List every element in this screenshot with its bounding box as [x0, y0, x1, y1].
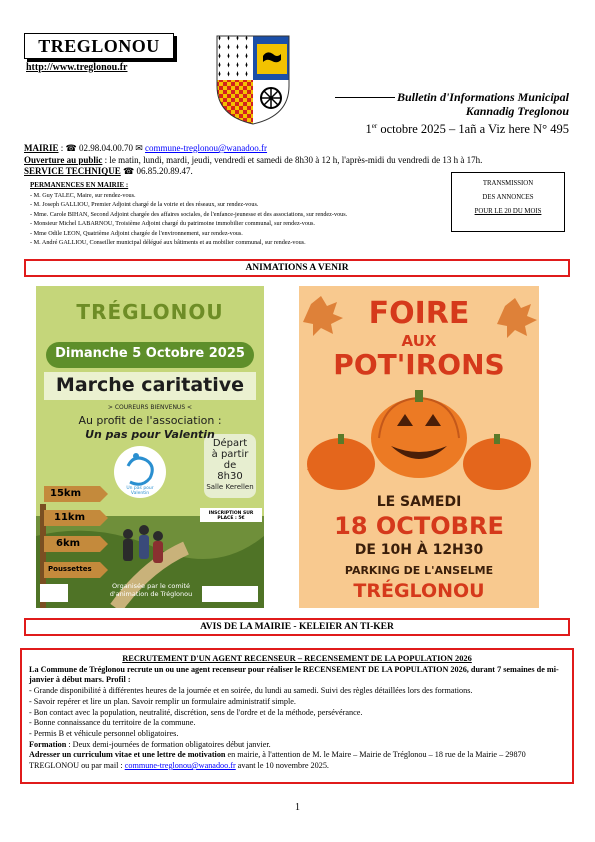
depart-place: Salle Kerellen: [206, 483, 254, 491]
foire-title: FOIRE: [368, 296, 470, 331]
depart-sub: à partir de: [211, 449, 249, 471]
adresser-label: Adresser un curriculum vitae et une lettre de motivation: [29, 750, 226, 760]
poster-depart: [204, 438, 256, 493]
list-item: - M. Guy TALEC, Maire, sur rendez-vous.: [30, 191, 136, 199]
section-avis: [24, 618, 570, 636]
permanences-list: [30, 181, 450, 248]
mairie-label: MAIRIE: [24, 143, 59, 153]
permanences-title: PERMANENCES EN MAIRIE :: [30, 181, 129, 189]
town-crest: [215, 34, 291, 126]
poster-marche-caritative: [36, 286, 264, 608]
service-phone: ☎ 06.85.20.89.47.: [120, 166, 193, 176]
poster-inscription: INSCRIPTION SUR PLACE : 5€: [208, 511, 254, 521]
depart-label: Départ: [212, 438, 248, 449]
transmission-deadline: POUR LE 20 DU MOIS: [474, 208, 542, 215]
organiser-line: Organisée par le comité: [111, 582, 191, 590]
list-item: - Permis B et véhicule personnel obligatoires.: [29, 728, 179, 738]
transmission-line: TRANSMISSION: [482, 180, 534, 187]
foire-title-aux: AUX: [401, 332, 437, 350]
distance-6km: 6km: [56, 538, 81, 549]
foire-day: LE SAMEDI: [376, 494, 462, 510]
foire-place: PARKING DE L'ANSELME: [344, 564, 494, 577]
list-item: - M. Joseph GALLIOU, Premier Adjoint chargé de la voirie et des réseaux, sur rendez-vous.: [30, 201, 259, 208]
mairie-phone: : ☎ 02.98.04.00.70 ✉: [58, 143, 146, 153]
distance-11km: 11km: [54, 512, 85, 523]
depart-time: 8h30: [217, 471, 243, 482]
website-url[interactable]: http://www.treglonou.fr: [26, 62, 128, 73]
list-item: - Grande disponibilité à différentes heures de la journée et en soirée, du lundi au samedi. Suivi des règles détaillées lors des formations.: [29, 686, 473, 696]
list-item: - Monsieur Michel LABARNOU, Troisième Adjoint chargé du patrimoine immobilier communal, sur rendez-vous.: [30, 220, 315, 227]
issue-sup: er: [371, 122, 378, 130]
ouverture-label: Ouverture au public: [24, 154, 103, 165]
list-item: - Bon contact avec la population, neutralité, discrétion, sens de l'ordre et de la méthode, persévérance.: [29, 707, 363, 717]
recruit-intro: La Commune de Tréglonou recrute un ou une agent recenseur pour réaliser le RECENSEMENT DE LA POPULATION 2026, durant 7 semaines de mi-janvier à début mars. Profil :: [29, 664, 559, 685]
association-logo-text: Un pas pour Valentin: [126, 486, 154, 496]
poster-organiser: [76, 582, 226, 598]
formation-label: Formation: [29, 739, 67, 749]
poster-title: Marche caritative: [55, 374, 245, 396]
bulletin-subtitle: Kannadig Treglonou: [465, 104, 569, 118]
heading-rule: [335, 97, 395, 98]
foire-hours: DE 10H À 12H30: [354, 542, 484, 558]
issue-date: [365, 122, 569, 137]
title-text: TREGLONOU: [38, 35, 160, 56]
distance-poussettes: Poussettes: [48, 565, 92, 573]
foire-town: TRÉGLONOU: [353, 580, 485, 602]
poster-foire-potirons: [299, 286, 539, 608]
list-item: - Bonne connaissance du territoire de la commune.: [29, 718, 196, 728]
list-item: - M. André GALLIOU, Conseiller municipal délégué aux bâtiments et au mobilier communal, sur rendez-vous.: [30, 239, 306, 246]
issue-day: 1: [365, 122, 372, 137]
adresser-deadline: avant le 10 novembre 2025.: [235, 761, 329, 771]
section-title: ANIMATIONS A VENIR: [245, 263, 349, 273]
list-item: - Mme Odile LEON, Quatrième Adjoint chargée de l'environnement, sur rendez-vous.: [30, 229, 243, 237]
poster-date: Dimanche 5 Octobre 2025: [55, 346, 245, 361]
service-label: SERVICE TECHNIQUE: [24, 166, 121, 176]
list-item: - Savoir repérer et lire un plan. Savoir remplir un formulaire administratif simple.: [29, 696, 296, 706]
bulletin-title: Bulletin d'Informations Municipal: [396, 90, 569, 104]
page-number: 1: [295, 802, 300, 813]
ouverture-text: : le matin, lundi, mardi, jeudi, vendredi et samedi de 8h30 à 12 h, l'après-midi du vendredi de 13 h à 17h.: [102, 154, 483, 165]
issue-rest: octobre 2025 – 1añ a Viz here N° 495: [377, 122, 569, 137]
bulletin-heading: [335, 90, 569, 118]
transmission-box: [451, 172, 565, 232]
section-title: AVIS DE LA MAIRIE - KELEIER AN TI-KER: [200, 622, 394, 632]
organiser-line: d'animation de Tréglonou: [109, 590, 193, 598]
transmission-line: DES ANNONCES: [482, 194, 534, 201]
recruit-title: RECRUTEMENT D'UN AGENT RECENSEUR – RECENSEMENT DE LA POPULATION 2026: [122, 654, 472, 663]
foire-title-potirons: POT'IRONS: [333, 348, 505, 381]
list-item: - Mme. Carole BIHAN, Second Adjoint chargée des affaires sociales, de l'enfance-jeunesse et des associations, sur rendez-vous.: [30, 210, 348, 218]
foire-date: 18 OCTOBRE: [334, 512, 504, 540]
recruit-email-link[interactable]: commune-treglonou@wanadoo.fr: [124, 761, 236, 771]
newsletter-title: [24, 33, 174, 59]
poster-welcome: > COUREURS BIENVENUS <: [107, 404, 193, 411]
mairie-email-link[interactable]: commune-treglonou@wanadoo.fr: [145, 143, 268, 153]
adresser-text: en mairie, à l'attention de M. le Maire – Mairie de Tréglonou – 18 rue de la Mairie – 29870 TREGLONOU ou par mail :: [29, 750, 526, 771]
poster-town: TRÉGLONOU: [76, 300, 224, 324]
formation-text: : Deux demi-journées de formation obligatoires début janvier.: [66, 739, 271, 749]
poster-association: Un pas pour Valentin: [85, 428, 215, 441]
poster-profit-label: Au profit de l'association :: [78, 414, 222, 427]
recruitment-notice: [20, 648, 574, 784]
section-animations: [24, 259, 570, 277]
distance-15km: 15km: [50, 488, 81, 499]
